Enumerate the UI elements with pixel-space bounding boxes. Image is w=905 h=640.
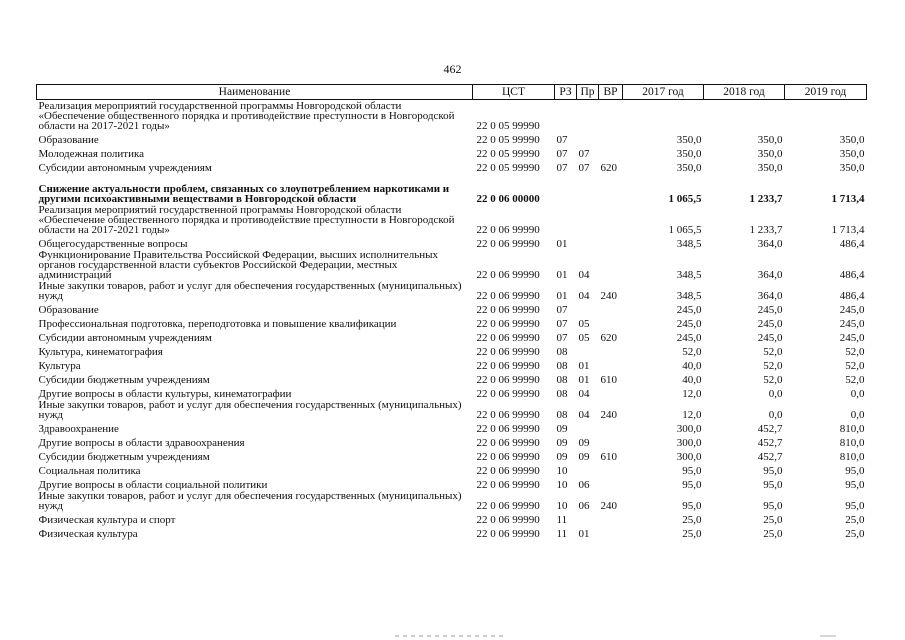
cell-y2019: 0,0 bbox=[850, 388, 865, 400]
cell-rz: 07 bbox=[556, 332, 568, 344]
cell-y2019: 245,0 bbox=[839, 332, 865, 344]
cell-y2019: 350,0 bbox=[839, 162, 865, 174]
cell-rz: 01 bbox=[556, 238, 568, 250]
cell-name: Культура bbox=[38, 360, 81, 372]
cell-cst: 22 0 06 99990 bbox=[476, 224, 540, 236]
cell-vr bbox=[599, 145, 623, 159]
cell-y2017: 95,0 bbox=[682, 479, 702, 491]
header-2019: 2019 год bbox=[785, 85, 867, 100]
cell-rz: 01 bbox=[556, 269, 568, 281]
cell-y2018: 1 233,7 bbox=[749, 224, 783, 236]
table-row bbox=[37, 434, 867, 448]
cell-rz: 08 bbox=[556, 409, 568, 421]
footer-scan-mark bbox=[395, 635, 505, 637]
cell-rz: 09 bbox=[556, 451, 568, 463]
cell-y2019: 350,0 bbox=[839, 134, 865, 146]
cell-vr bbox=[599, 343, 623, 357]
cell-vr bbox=[599, 235, 623, 249]
table-row bbox=[37, 525, 867, 539]
cell-rz: 10 bbox=[556, 465, 568, 477]
cell-y2019: 95,0 bbox=[845, 479, 865, 491]
cell-name: Культура, кинематография bbox=[38, 346, 163, 358]
header-2017: 2017 год bbox=[623, 85, 704, 100]
cell-vr bbox=[599, 131, 623, 145]
cell-y2017: 95,0 bbox=[682, 465, 702, 477]
cell-cst: 22 0 06 99990 bbox=[476, 465, 540, 477]
cell-y2019: 350,0 bbox=[839, 148, 865, 160]
cell-cst: 22 0 06 99990 bbox=[476, 360, 540, 372]
cell-rz: 07 bbox=[556, 134, 568, 146]
cell-pr: 05 bbox=[578, 318, 590, 330]
header-name: Наименование bbox=[37, 85, 473, 100]
footer-scan-mark-right bbox=[820, 635, 836, 637]
cell-y2018: 0,0 bbox=[768, 388, 783, 400]
cell-vr: 240 bbox=[600, 409, 617, 421]
cell-name: Другие вопросы в области культуры, кинематографии bbox=[38, 388, 292, 400]
cell-y2019: 52,0 bbox=[845, 360, 865, 372]
cell-rz: 11 bbox=[556, 514, 568, 526]
cell-name: Снижение актуальности проблем, связанных со злоупотреблением наркотиками и другими психоактивными веществами в Новгородской области bbox=[38, 183, 450, 205]
cell-pr: 06 bbox=[578, 479, 590, 491]
cell-y2019: 810,0 bbox=[839, 423, 865, 435]
cell-y2019: 245,0 bbox=[839, 304, 865, 316]
table-row bbox=[37, 235, 867, 249]
cell-cst: 22 0 06 99990 bbox=[476, 388, 540, 400]
cell-cst: 22 0 06 99990 bbox=[476, 374, 540, 386]
cell-cst: 22 0 06 99990 bbox=[476, 437, 540, 449]
cell-y2018: 25,0 bbox=[763, 528, 783, 540]
cell-y2018: 25,0 bbox=[763, 514, 783, 526]
cell-y2018: 95,0 bbox=[763, 479, 783, 491]
cell-y2017: 25,0 bbox=[682, 528, 702, 540]
table-row bbox=[37, 371, 867, 385]
cell-rz: 08 bbox=[556, 360, 568, 372]
cell-cst: 22 0 06 99990 bbox=[476, 514, 540, 526]
cell-vr bbox=[599, 476, 623, 490]
cell-rz: 07 bbox=[556, 318, 568, 330]
cell-name: Образование bbox=[38, 134, 99, 146]
cell-cst: 22 0 06 99990 bbox=[476, 500, 540, 512]
cell-y2018: 0,0 bbox=[768, 409, 783, 421]
cell-name: Иные закупки товаров, работ и услуг для обеспечения государственных (муниципальных) нужд bbox=[38, 490, 462, 512]
cell-y2017 bbox=[623, 100, 704, 132]
cell-y2018: 452,7 bbox=[757, 423, 783, 435]
cell-pr: 04 bbox=[578, 290, 590, 302]
cell-vr bbox=[599, 301, 623, 315]
cell-vr: 610 bbox=[600, 374, 617, 386]
table-row bbox=[37, 462, 867, 476]
cell-pr bbox=[577, 462, 599, 476]
cell-vr: 240 bbox=[600, 290, 617, 302]
cell-pr: 01 bbox=[578, 360, 590, 372]
cell-vr bbox=[599, 315, 623, 329]
cell-y2018: 452,7 bbox=[757, 451, 783, 463]
header-pr: Пр bbox=[577, 85, 599, 100]
cell-y2017: 350,0 bbox=[676, 134, 702, 146]
cell-y2018: 245,0 bbox=[757, 332, 783, 344]
cell-rz: 08 bbox=[556, 346, 568, 358]
table-row bbox=[37, 131, 867, 145]
cell-name: Физическая культура bbox=[38, 528, 138, 540]
table-row bbox=[37, 448, 867, 462]
cell-name: Иные закупки товаров, работ и услуг для обеспечения государственных (муниципальных) нужд bbox=[38, 280, 462, 302]
cell-vr bbox=[599, 173, 623, 204]
cell-y2018: 350,0 bbox=[757, 134, 783, 146]
cell-pr bbox=[577, 100, 599, 132]
cell-name: Общегосударственные вопросы bbox=[38, 238, 188, 250]
cell-rz: 07 bbox=[556, 162, 568, 174]
cell-pr bbox=[577, 204, 599, 235]
cell-y2019 bbox=[785, 100, 867, 132]
cell-y2018: 52,0 bbox=[763, 360, 783, 372]
header-vr: ВР bbox=[599, 85, 623, 100]
cell-pr: 01 bbox=[578, 374, 590, 386]
cell-pr: 07 bbox=[578, 148, 590, 160]
cell-name: Другие вопросы в области здравоохранения bbox=[38, 437, 245, 449]
cell-name: Социальная политика bbox=[38, 465, 141, 477]
cell-pr bbox=[577, 420, 599, 434]
cell-y2017: 1 065,5 bbox=[668, 224, 702, 236]
cell-y2018 bbox=[704, 100, 785, 132]
cell-name: Субсидии автономным учреждениям bbox=[38, 332, 212, 344]
cell-y2017: 348,5 bbox=[676, 290, 702, 302]
cell-y2018: 452,7 bbox=[757, 437, 783, 449]
cell-pr: 04 bbox=[578, 269, 590, 281]
cell-pr bbox=[577, 131, 599, 145]
cell-pr bbox=[577, 235, 599, 249]
cell-y2018: 350,0 bbox=[757, 162, 783, 174]
cell-pr bbox=[577, 511, 599, 525]
cell-vr bbox=[599, 204, 623, 235]
cell-name: Иные закупки товаров, работ и услуг для обеспечения государственных (муниципальных) нужд bbox=[38, 399, 462, 421]
cell-y2019: 486,4 bbox=[839, 238, 865, 250]
cell-y2017: 245,0 bbox=[676, 318, 702, 330]
cell-rz bbox=[555, 100, 577, 132]
cell-rz: 08 bbox=[556, 388, 568, 400]
table-row bbox=[37, 249, 867, 280]
cell-y2019: 1 713,4 bbox=[831, 224, 865, 236]
cell-y2019: 52,0 bbox=[845, 346, 865, 358]
header-2018: 2018 год bbox=[704, 85, 785, 100]
table-row bbox=[37, 490, 867, 511]
page-number: 462 bbox=[443, 62, 462, 76]
table-row bbox=[37, 343, 867, 357]
cell-y2019: 1 713,4 bbox=[831, 193, 865, 205]
cell-y2018: 364,0 bbox=[757, 290, 783, 302]
cell-cst: 22 0 06 99990 bbox=[476, 409, 540, 421]
cell-vr: 610 bbox=[600, 451, 617, 463]
cell-vr bbox=[599, 385, 623, 399]
cell-rz: 08 bbox=[556, 374, 568, 386]
cell-name: Функционирование Правительства Российской Федерации, высших исполнительных органов государственной власти субъектов Российской Федерации, местных администраций bbox=[38, 249, 439, 281]
table-row bbox=[37, 399, 867, 420]
cell-pr bbox=[577, 173, 599, 204]
cell-y2017: 300,0 bbox=[676, 423, 702, 435]
cell-cst: 22 0 06 99990 bbox=[476, 269, 540, 281]
cell-name: Физическая культура и спорт bbox=[38, 514, 176, 526]
cell-y2019: 95,0 bbox=[845, 465, 865, 477]
cell-cst: 22 0 06 99990 bbox=[476, 332, 540, 344]
cell-vr bbox=[599, 100, 623, 132]
cell-pr: 05 bbox=[578, 332, 590, 344]
cell-vr: 240 bbox=[600, 500, 617, 512]
table-row bbox=[37, 476, 867, 490]
cell-y2019: 52,0 bbox=[845, 374, 865, 386]
cell-y2018: 245,0 bbox=[757, 318, 783, 330]
cell-cst: 22 0 05 99990 bbox=[476, 162, 540, 174]
table-row bbox=[37, 173, 867, 204]
cell-y2018: 1 233,7 bbox=[749, 193, 783, 205]
cell-cst: 22 0 05 99990 bbox=[476, 120, 540, 132]
cell-vr bbox=[599, 511, 623, 525]
cell-cst: 22 0 06 99990 bbox=[476, 451, 540, 463]
cell-vr bbox=[599, 525, 623, 539]
cell-name: Субсидии бюджетным учреждениям bbox=[38, 374, 210, 386]
cell-cst: 22 0 06 99990 bbox=[476, 238, 540, 250]
cell-name: Молодежная политика bbox=[38, 148, 145, 160]
cell-y2017: 350,0 bbox=[676, 162, 702, 174]
header-rz: РЗ bbox=[555, 85, 577, 100]
cell-vr: 620 bbox=[600, 332, 617, 344]
cell-y2017: 40,0 bbox=[682, 374, 702, 386]
cell-y2017: 1 065,5 bbox=[668, 193, 702, 205]
cell-pr bbox=[577, 343, 599, 357]
cell-y2019: 0,0 bbox=[850, 409, 865, 421]
cell-name: Образование bbox=[38, 304, 99, 316]
cell-name: Реализация мероприятий государственной программы Новгородской области «Обеспечение общественного порядка и противодействие преступности в Новгородской области на 2017-2021 годы» bbox=[38, 100, 455, 132]
cell-rz: 10 bbox=[556, 500, 568, 512]
cell-y2018: 245,0 bbox=[757, 304, 783, 316]
cell-y2017: 245,0 bbox=[676, 332, 702, 344]
cell-pr: 04 bbox=[578, 409, 590, 421]
table-row bbox=[37, 145, 867, 159]
table-row bbox=[37, 420, 867, 434]
cell-y2017: 300,0 bbox=[676, 437, 702, 449]
budget-table bbox=[36, 84, 867, 539]
cell-rz bbox=[555, 204, 577, 235]
cell-y2017: 12,0 bbox=[682, 388, 702, 400]
cell-cst: 22 0 06 99990 bbox=[476, 528, 540, 540]
cell-vr bbox=[599, 420, 623, 434]
cell-name: Здравоохранение bbox=[38, 423, 119, 435]
cell-rz: 10 bbox=[556, 479, 568, 491]
cell-vr bbox=[599, 357, 623, 371]
cell-y2019: 810,0 bbox=[839, 451, 865, 463]
cell-y2018: 95,0 bbox=[763, 465, 783, 477]
table-row bbox=[37, 280, 867, 301]
cell-y2018: 52,0 bbox=[763, 374, 783, 386]
cell-y2018: 364,0 bbox=[757, 238, 783, 250]
cell-cst: 22 0 06 99990 bbox=[476, 479, 540, 491]
cell-rz: 09 bbox=[556, 423, 568, 435]
cell-y2018: 350,0 bbox=[757, 148, 783, 160]
table-row bbox=[37, 385, 867, 399]
cell-vr bbox=[599, 434, 623, 448]
table-row bbox=[37, 100, 867, 132]
table-row bbox=[37, 204, 867, 235]
cell-name: Реализация мероприятий государственной программы Новгородской области «Обеспечение общественного порядка и противодействие преступности в Новгородской области на 2017-2021 годы» bbox=[38, 204, 455, 236]
cell-pr: 07 bbox=[578, 162, 590, 174]
cell-pr: 06 bbox=[578, 500, 590, 512]
cell-cst: 22 0 06 99990 bbox=[476, 423, 540, 435]
table-row bbox=[37, 329, 867, 343]
cell-cst: 22 0 06 99990 bbox=[476, 318, 540, 330]
cell-y2019: 810,0 bbox=[839, 437, 865, 449]
cell-y2019: 486,4 bbox=[839, 269, 865, 281]
table-row bbox=[37, 301, 867, 315]
cell-pr: 09 bbox=[578, 451, 590, 463]
cell-y2017: 348,5 bbox=[676, 269, 702, 281]
cell-cst: 22 0 06 99990 bbox=[476, 304, 540, 316]
cell-rz: 01 bbox=[556, 290, 568, 302]
cell-y2019: 245,0 bbox=[839, 318, 865, 330]
table-header-row bbox=[37, 85, 867, 100]
cell-y2019: 25,0 bbox=[845, 514, 865, 526]
cell-y2017: 95,0 bbox=[682, 500, 702, 512]
cell-y2017: 300,0 bbox=[676, 451, 702, 463]
cell-rz: 07 bbox=[556, 304, 568, 316]
cell-y2018: 52,0 bbox=[763, 346, 783, 358]
cell-rz: 09 bbox=[556, 437, 568, 449]
cell-y2019: 95,0 bbox=[845, 500, 865, 512]
cell-rz: 11 bbox=[556, 528, 568, 540]
cell-y2017: 52,0 bbox=[682, 346, 702, 358]
cell-cst: 22 0 05 99990 bbox=[476, 134, 540, 146]
cell-name: Другие вопросы в области социальной политики bbox=[38, 479, 268, 491]
cell-y2018: 364,0 bbox=[757, 269, 783, 281]
cell-name: Субсидии бюджетным учреждениям bbox=[38, 451, 210, 463]
cell-rz bbox=[555, 173, 577, 204]
cell-pr: 09 bbox=[578, 437, 590, 449]
cell-cst: 22 0 06 00000 bbox=[476, 193, 540, 205]
cell-name: Профессиональная подготовка, переподготовка и повышение квалификации bbox=[38, 318, 397, 330]
header-cst: ЦСТ bbox=[473, 85, 555, 100]
cell-y2019: 486,4 bbox=[839, 290, 865, 302]
cell-y2017: 348,5 bbox=[676, 238, 702, 250]
cell-cst: 22 0 05 99990 bbox=[476, 148, 540, 160]
cell-y2017: 12,0 bbox=[682, 409, 702, 421]
cell-y2017: 245,0 bbox=[676, 304, 702, 316]
cell-pr bbox=[577, 301, 599, 315]
table-row bbox=[37, 511, 867, 525]
cell-vr bbox=[599, 249, 623, 280]
cell-pr: 01 bbox=[578, 528, 590, 540]
cell-y2017: 25,0 bbox=[682, 514, 702, 526]
cell-pr: 04 bbox=[578, 388, 590, 400]
cell-y2017: 350,0 bbox=[676, 148, 702, 160]
cell-y2018: 95,0 bbox=[763, 500, 783, 512]
cell-cst: 22 0 06 99990 bbox=[476, 290, 540, 302]
cell-vr bbox=[599, 462, 623, 476]
cell-y2017: 40,0 bbox=[682, 360, 702, 372]
table-row bbox=[37, 315, 867, 329]
cell-y2019: 25,0 bbox=[845, 528, 865, 540]
cell-vr: 620 bbox=[600, 162, 617, 174]
cell-name: Субсидии автономным учреждениям bbox=[38, 162, 212, 174]
table-row bbox=[37, 159, 867, 173]
table-row bbox=[37, 357, 867, 371]
cell-rz: 07 bbox=[556, 148, 568, 160]
cell-cst: 22 0 06 99990 bbox=[476, 346, 540, 358]
